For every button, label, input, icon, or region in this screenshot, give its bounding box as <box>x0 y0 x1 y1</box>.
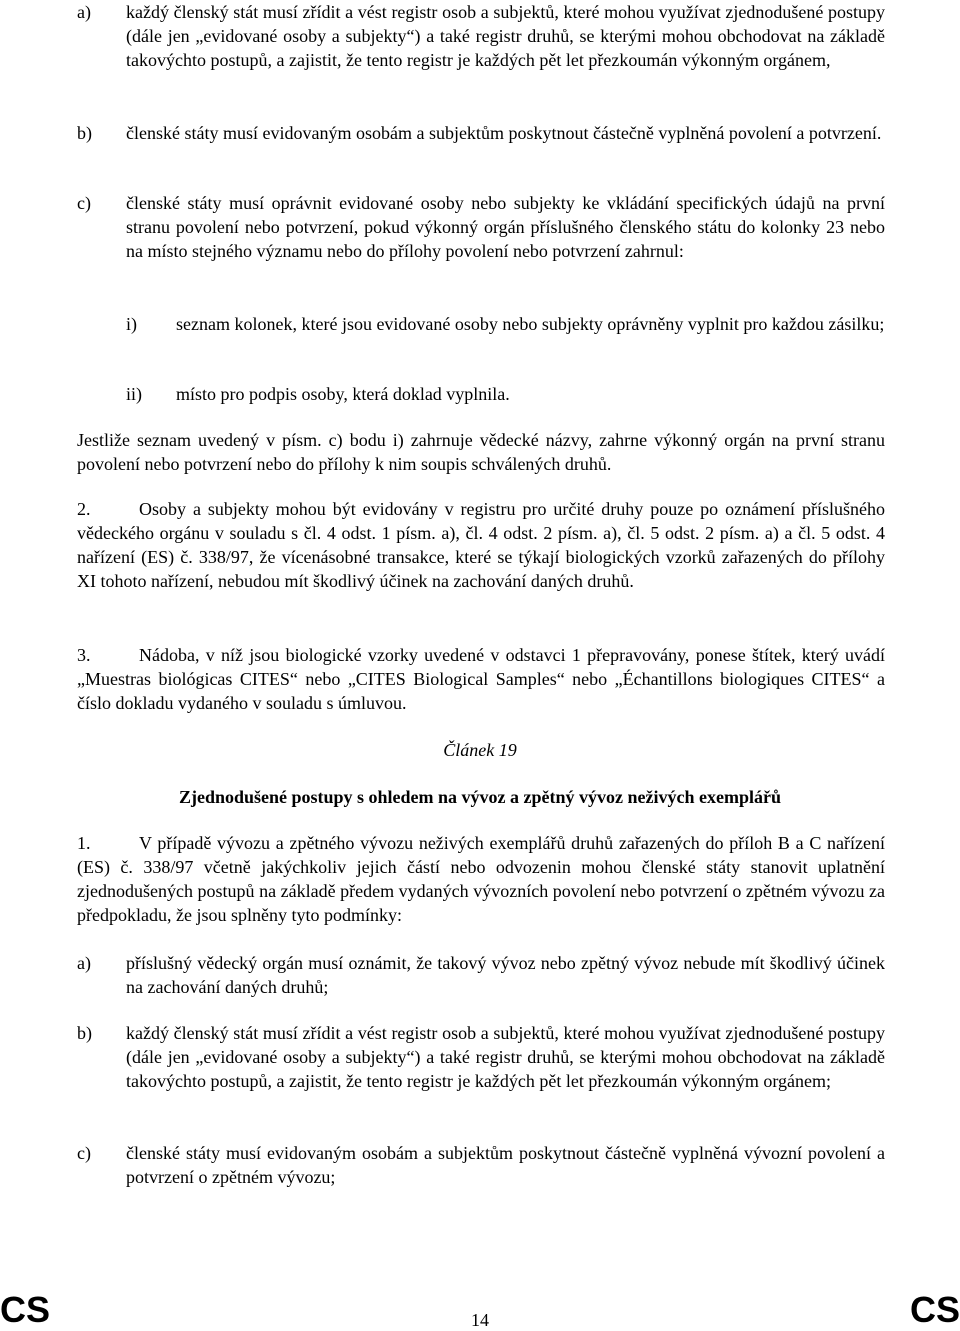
sublist-item-ii <box>126 382 886 406</box>
list-label: c) <box>77 1143 91 1163</box>
list-text: členské státy musí evidovaným osobám a subjektům poskytnout částečně vyplněná povolení a potvrzení. <box>126 123 882 143</box>
sublist-item-i <box>126 312 886 336</box>
list-text: členské státy musí oprávnit evidované osoby nebo subjekty ke vkládání specifických údajů na první stranu povolení nebo potvrzení, pokud výkonný orgán příslušného členského státu do kolonky 23 nebo na místo stejného významu nebo do přílohy povolení nebo potvrzení zahrnul: <box>126 193 885 261</box>
article-title: Článek 19 <box>443 740 517 760</box>
footer-language-right: CS <box>909 1289 960 1330</box>
list-text: příslušný vědecký orgán musí oznámit, že takový vývoz nebo zpětný vývoz nebude mít škodlivý účinek na zachování daných druhů; <box>126 953 885 997</box>
paragraph-number: 2. <box>77 499 91 519</box>
paragraph-number: 3. <box>77 645 91 665</box>
list-item-c <box>77 191 885 263</box>
list2-item-a <box>77 951 885 999</box>
list-text: každý členský stát musí zřídit a vést registr osob a subjektů, které mohou využívat zjednodušené postupy (dále jen „evidované osoby a subjekty“) a také registr druhů, se kterými mohou obchodovat na základě takovýchto postupů, a zajistit, že tento registr je každých pět let přezkoumán výkonným orgánem; <box>126 1023 885 1091</box>
sublist-label: ii) <box>126 384 142 404</box>
list-item-a <box>77 0 885 72</box>
paragraph-1 <box>77 831 885 927</box>
sublist-label: i) <box>126 314 137 334</box>
list-item-b <box>77 121 885 145</box>
paragraph-jestlize: Jestliže seznam uvedený v písm. c) bodu i) zahrnuje vědecké názvy, zahrne výkonný orgán na první stranu povolení nebo potvrzení nebo do přílohy k nim soupis schválených druhů. <box>77 430 885 474</box>
page-number: 14 <box>471 1310 489 1330</box>
sublist-text: místo pro podpis osoby, která doklad vyplnila. <box>176 384 510 404</box>
article-heading: Zjednodušené postupy s ohledem na vývoz a zpětný vývoz neživých exemplářů <box>178 787 781 807</box>
paragraph-3 <box>77 643 885 715</box>
list2-item-c <box>77 1141 885 1189</box>
list-text: každý členský stát musí zřídit a vést registr osob a subjektů, které mohou využívat zjednodušené postupy (dále jen „evidované osoby a subjekty“) a také registr druhů, se kterými mohou obchodovat na základě takovýchto postupů, a zajistit, že tento registr je každých pět let přezkoumán výkonným orgánem, <box>126 2 885 70</box>
paragraph-text: Nádoba, v níž jsou biologické vzorky uvedené v odstavci 1 přepravovány, ponese štítek, který uvádí „Muestras biológicas CITES“ nebo „CITES Biological Samples“ nebo „Échantillons biologiques CITES“ a číslo dokladu vydaného v souladu s úmluvou. <box>77 645 885 713</box>
list-label: a) <box>77 953 91 973</box>
sublist-text: seznam kolonek, které jsou evidované osoby nebo subjekty oprávněny vyplnit pro každou zásilku; <box>176 314 885 334</box>
list-text: členské státy musí evidovaným osobám a subjektům poskytnout částečně vyplněná vývozní povolení a potvrzení o zpětném vývozu; <box>126 1143 885 1187</box>
paragraph-text: V případě vývozu a zpětného vývozu neživých exemplářů druhů zařazených do příloh B a C nařízení (ES) č. 338/97 včetně jakýchkoliv jejich částí nebo odvozenin mohou členské státy stanovit uplatnění zjednodušených postupů na základě předem vydaných vývozních povolení nebo potvrzení o zpětném vývozu za předpokladu, že jsou splněny tyto podmínky: <box>77 833 885 925</box>
list-label: c) <box>77 193 91 213</box>
list-label: a) <box>77 2 91 22</box>
paragraph-text: Osoby a subjekty mohou být evidovány v registru pro určité druhy pouze po oznámení příslušného vědeckého orgánu v souladu s čl. 4 odst. 1 písm. a), čl. 4 odst. 2 písm. a), čl. 5 odst. 2 písm. a) a čl. 5 odst. 4 nařízení (ES) č. 338/97, že vícenásobné transakce, které se týkají biologických vzorků zařazených do přílohy XI tohoto nařízení, nebudou mít škodlivý účinek na zachování daných druhů. <box>77 499 885 591</box>
list-label: b) <box>77 123 92 143</box>
list-label: b) <box>77 1023 92 1043</box>
list2-item-b <box>77 1021 885 1093</box>
paragraph-number: 1. <box>77 833 91 853</box>
footer-language-left: CS <box>0 1289 51 1330</box>
paragraph-2 <box>77 497 885 593</box>
